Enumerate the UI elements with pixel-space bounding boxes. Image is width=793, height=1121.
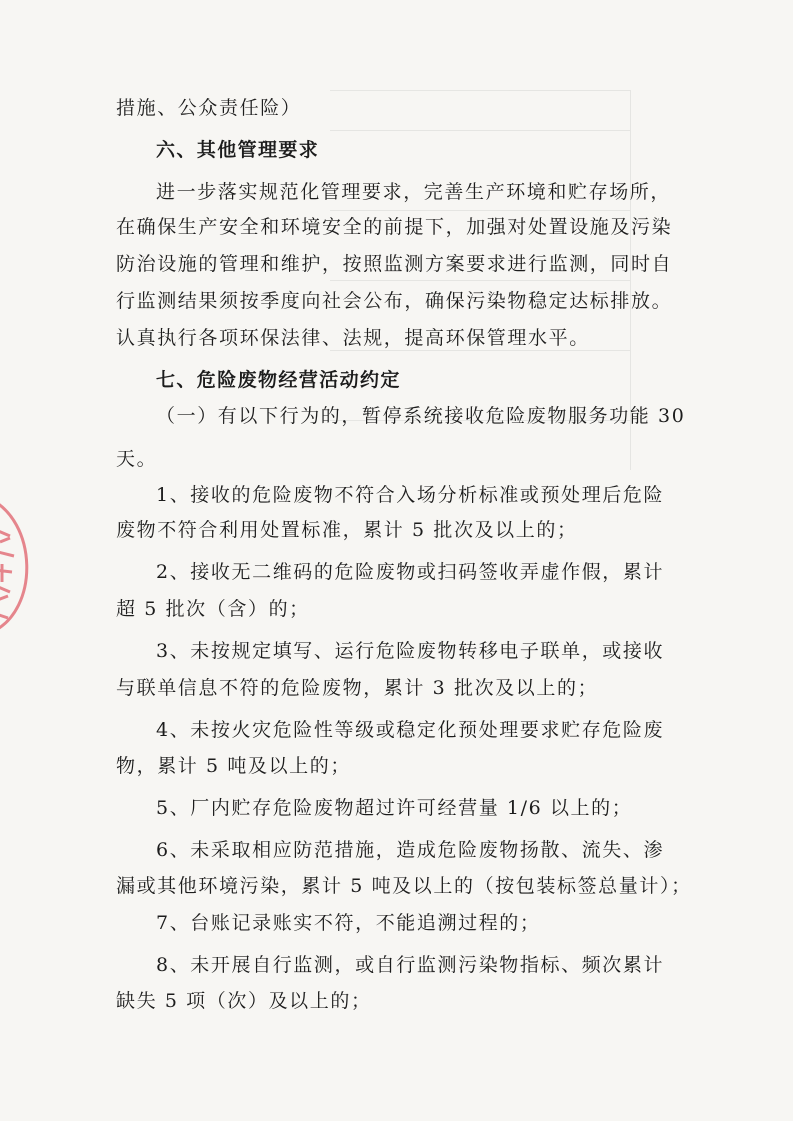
text-line: （一）有以下行为的，暂停系统接收危险废物服务功能 30 <box>156 405 686 427</box>
text-line: 认真执行各项环保法律、法规，提高环保管理水平。 <box>116 327 590 349</box>
list-item: 4、未按火灾危险性等级或稳定化预处理要求贮存危险废 <box>156 719 665 741</box>
section-heading-hazardous-waste: 七、危险废物经营活动约定 <box>156 369 401 391</box>
text-line: 缺失 5 项（次）及以上的； <box>116 990 372 1012</box>
text-line: 废物不符合利用处置标准，累计 5 批次及以上的； <box>116 519 578 541</box>
text-line: 行监测结果须按季度向社会公布，确保污染物稳定达标排放。 <box>116 290 673 312</box>
text-line: 漏或其他环境污染，累计 5 吨及以上的（按包装标签总量计）； <box>116 875 692 897</box>
list-item: 1、接收的危险废物不符合入场分析标准或预处理后危险 <box>156 484 665 506</box>
list-item: 7、台账记录账实不符，不能追溯过程的； <box>156 912 541 934</box>
list-item: 3、未按规定填写、运行危险废物转移电子联单，或接收 <box>156 640 665 662</box>
text-line: 进一步落实规范化管理要求，完善生产环境和贮存场所， <box>156 181 672 203</box>
text-line: 物，累计 5 吨及以上的； <box>116 755 351 777</box>
text-line: 与联单信息不符的危险废物，累计 3 批次及以上的； <box>116 677 599 699</box>
list-item: 8、未开展自行监测，或自行监测污染物指标、频次累计 <box>156 954 665 976</box>
list-item: 6、未采取相应防范措施，造成危险废物扬散、流失、渗 <box>156 839 665 861</box>
text-line: 在确保生产安全和环境安全的前提下，加强对处置设施及污染 <box>116 216 673 238</box>
text-line: 措施、公众责任险） <box>116 97 302 119</box>
section-heading-other-requirements: 六、其他管理要求 <box>156 139 320 161</box>
seal-stamp-icon <box>0 490 48 640</box>
text-line: 防治设施的管理和维护，按照监测方案要求进行监测，同时自 <box>116 253 673 275</box>
text-line: 天。 <box>116 448 158 470</box>
list-item: 5、厂内贮存危险废物超过许可经营量 1/6 以上的； <box>156 797 633 819</box>
list-item: 2、接收无二维码的危险废物或扫码签收弄虚作假，累计 <box>156 561 665 583</box>
text-line: 超 5 批次（含）的； <box>116 598 310 620</box>
